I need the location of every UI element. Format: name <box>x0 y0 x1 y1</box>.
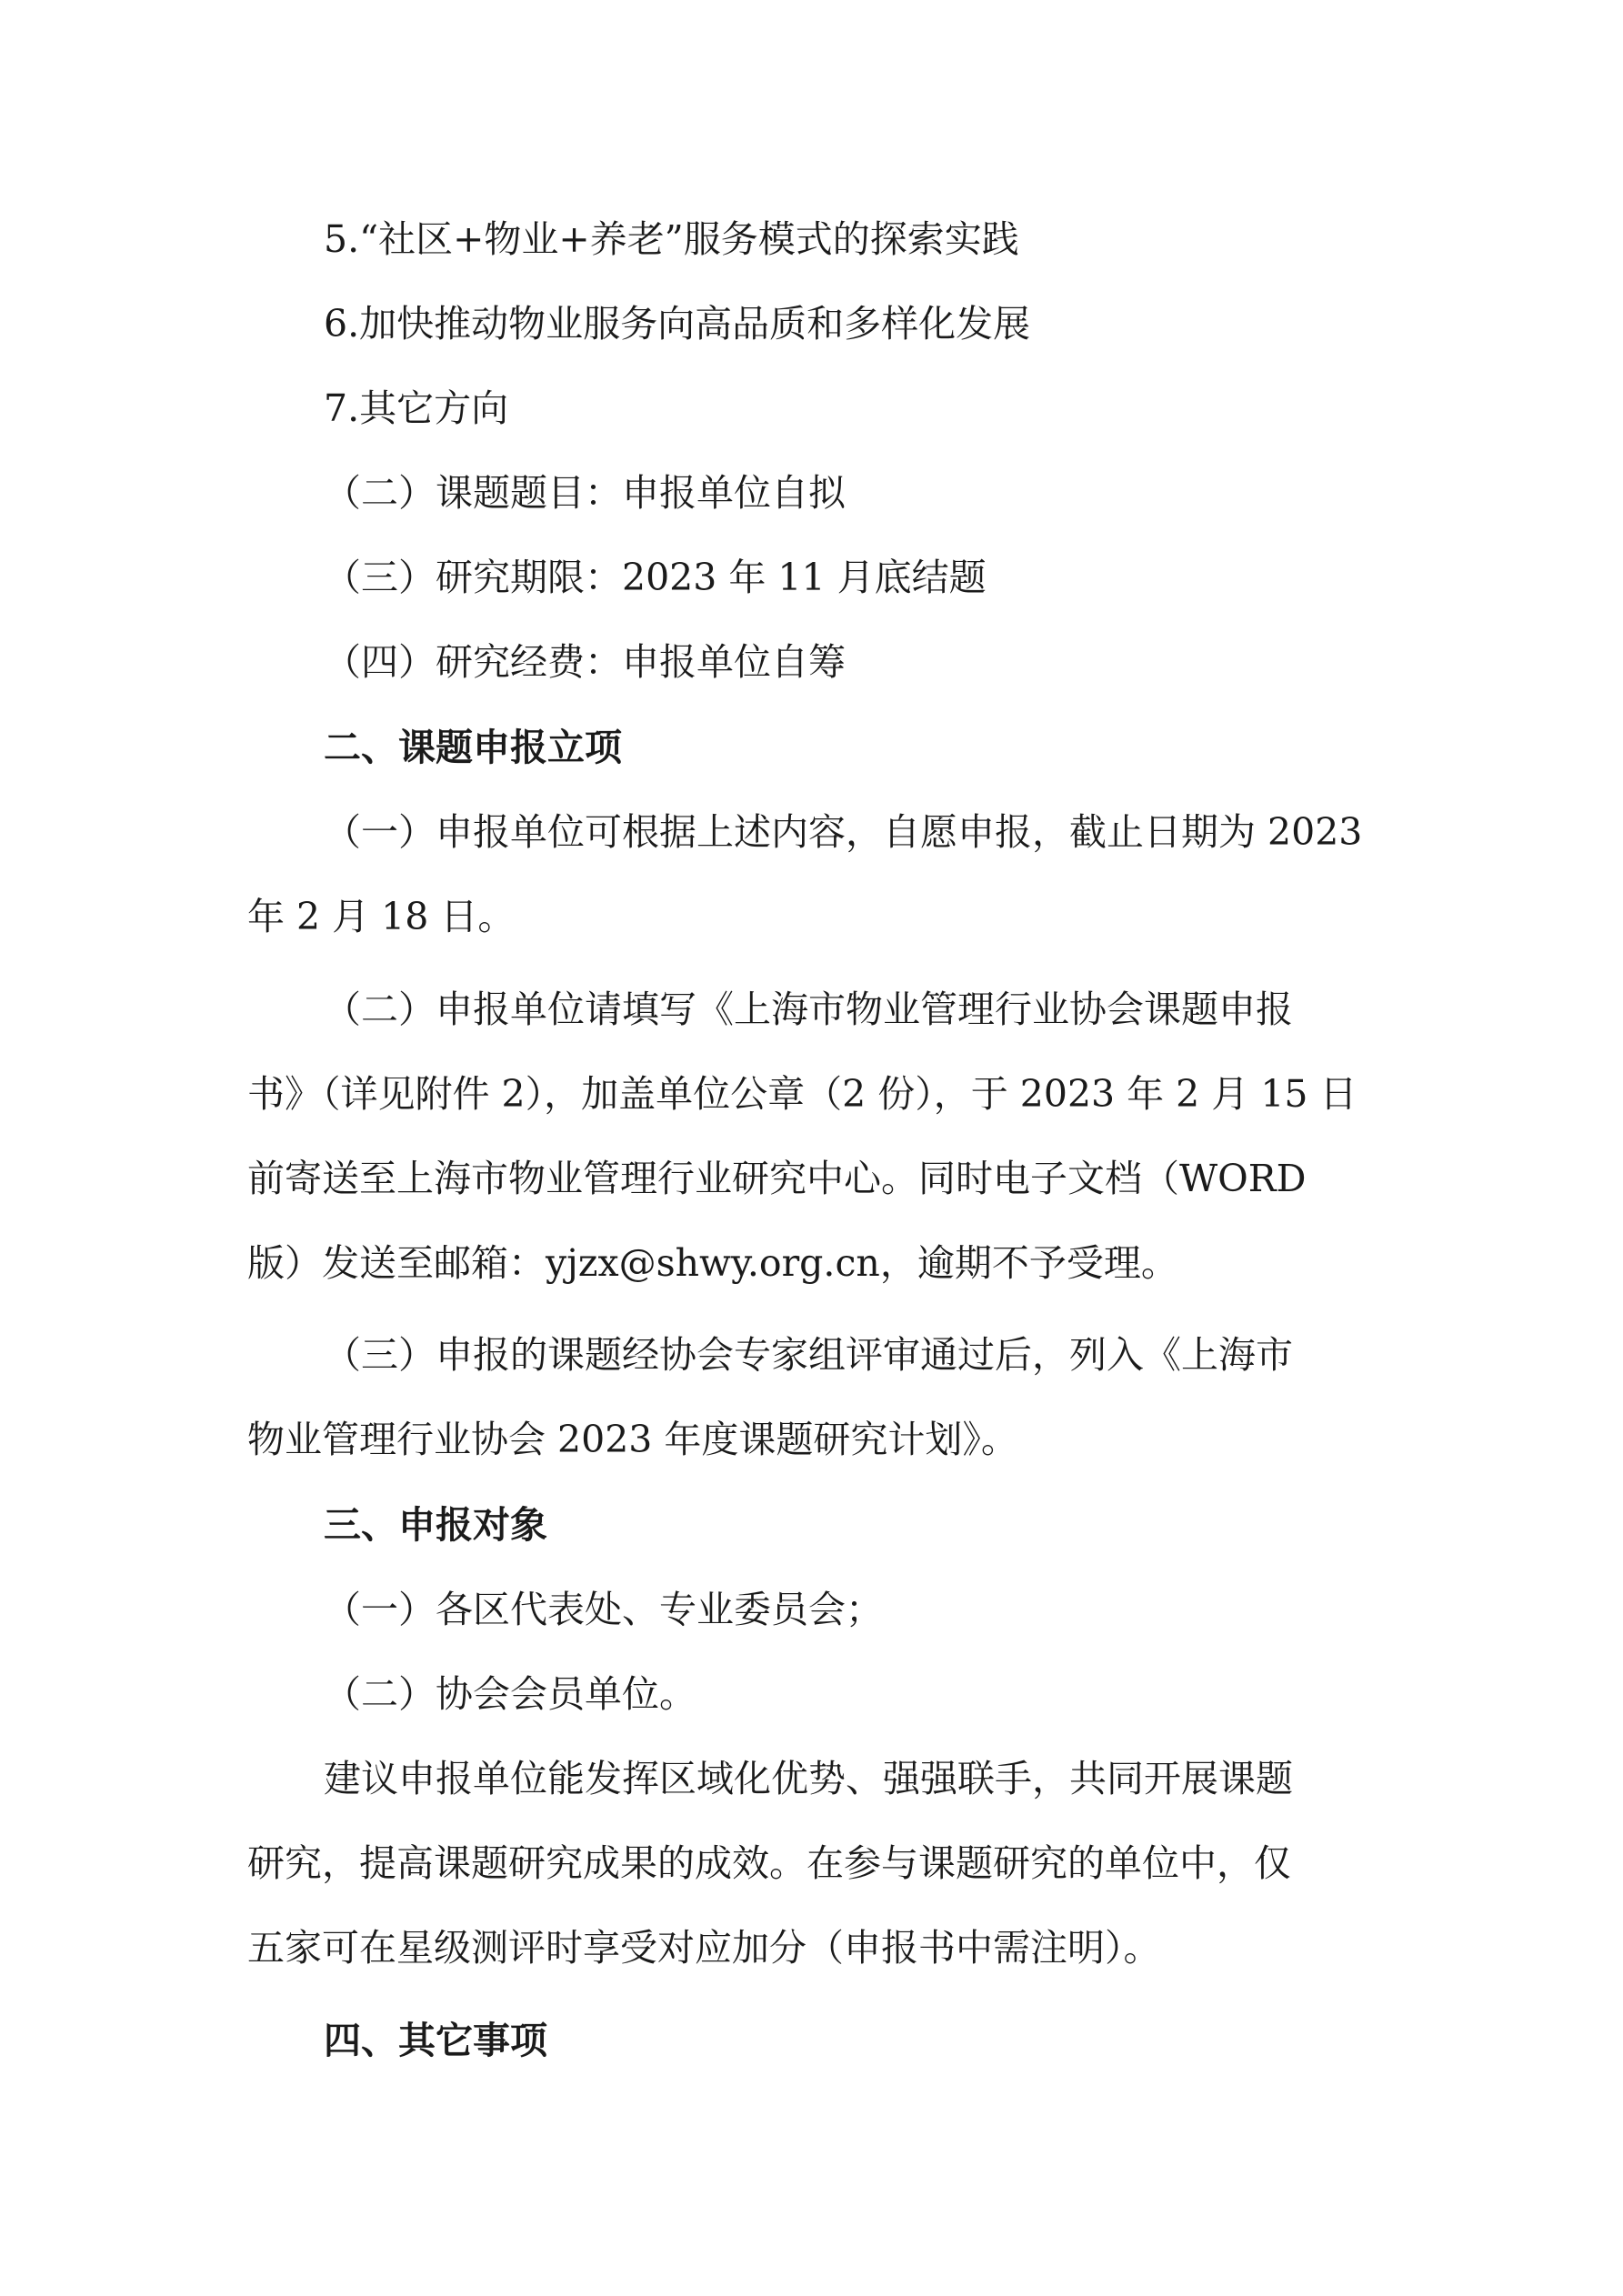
applicant-item-2: （二）协会会员单位。 <box>324 1672 696 1716</box>
suggestion-line-2: 研究，提高课题研究成果的成效。在参与课题研究的单位中，仅 <box>247 1841 1291 1885</box>
paragraph-2-line-2: 书》（详见附件 2），加盖单位公章（2 份），于 2023 年 2 月 15 日 <box>247 1072 1358 1116</box>
topic-item-5: 5.“社区+物业+养老”服务模式的探索实践 <box>324 217 1019 261</box>
topic-item-7: 7.其它方向 <box>324 386 509 430</box>
paragraph-1-line-2: 年 2 月 18 日。 <box>247 895 516 938</box>
section-heading-4: 四、其它事项 <box>324 2019 547 2062</box>
section-heading-3: 三、申报对象 <box>324 1503 547 1547</box>
suggestion-line-1: 建议申报单位能发挥区域化优势、强强联手，共同开展课题 <box>324 1757 1293 1800</box>
topic-item-6: 6.加快推动物业服务向高品质和多样化发展 <box>324 302 1031 346</box>
paragraph-2-line-1: （二）申报单位请填写《上海市物业管理行业协会课题申报 <box>324 988 1293 1031</box>
paragraph-1-line-1: （一）申报单位可根据上述内容，自愿申报，截止日期为 2023 <box>324 810 1363 854</box>
applicant-item-1: （一）各区代表处、专业委员会； <box>324 1588 883 1631</box>
section-heading-2: 二、课题申报立项 <box>324 726 622 769</box>
research-period-line: （三）研究期限：2023 年 11 月底结题 <box>324 556 987 599</box>
topic-title-line: （二）课题题目：申报单位自拟 <box>324 471 846 515</box>
paragraph-2-line-4: 版）发送至邮箱：yjzx@shwy.org.cn，逾期不予受理。 <box>247 1241 1178 1285</box>
research-funding-line: （四）研究经费：申报单位自筹 <box>324 640 846 684</box>
suggestion-line-3: 五家可在星级测评时享受对应加分（申报书中需注明）。 <box>247 1926 1161 1970</box>
paragraph-2-line-3: 前寄送至上海市物业管理行业研究中心。同时电子文档（WORD <box>247 1157 1307 1200</box>
paragraph-3-line-2: 物业管理行业协会 2023 年度课题研究计划》。 <box>247 1418 1018 1461</box>
paragraph-3-line-1: （三）申报的课题经协会专家组评审通过后，列入《上海市 <box>324 1333 1293 1377</box>
